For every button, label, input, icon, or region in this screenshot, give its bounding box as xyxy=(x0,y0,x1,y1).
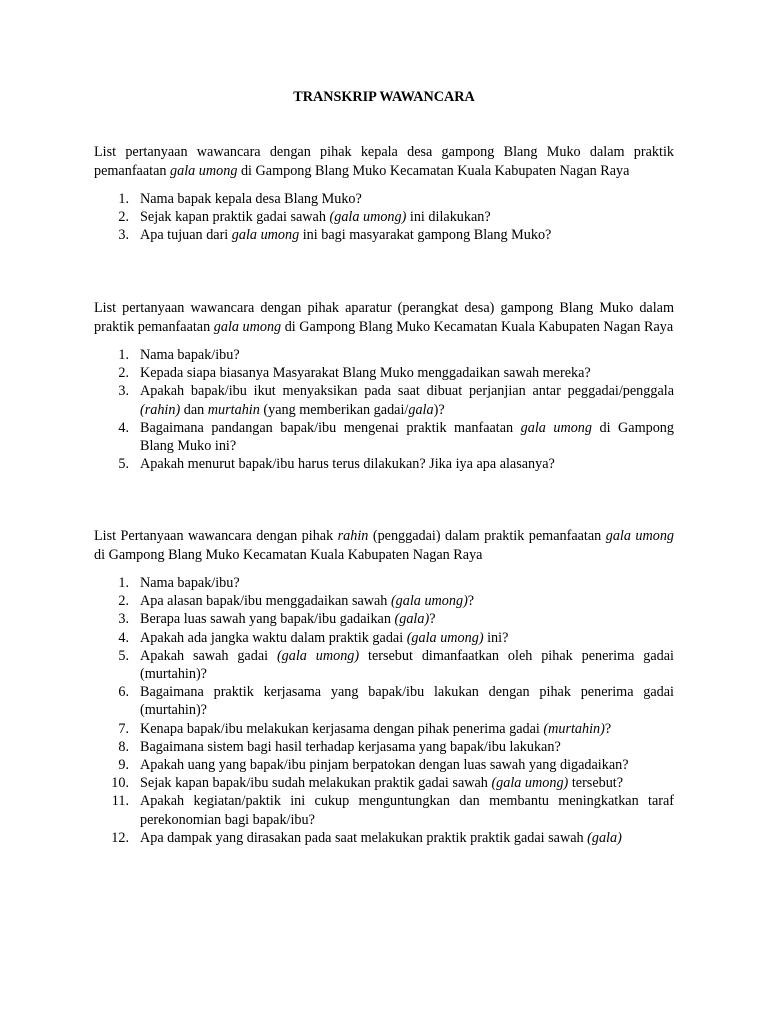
question-item: 4. Apakah ada jangka waktu dalam praktik gadai (gala umong) ini? xyxy=(118,629,509,646)
question-item: 5. Apakah menurut bapak/ibu harus terus dilakukan? Jika iya apa alasanya? xyxy=(118,456,555,473)
question-item: 2. Apa alasan bapak/ibu menggadaikan sawah (gala umong)? xyxy=(118,593,475,610)
section-rahin xyxy=(94,527,674,847)
question-list xyxy=(94,190,674,245)
question-list xyxy=(94,574,674,847)
question-item: 1. Nama bapak kepala desa Blang Muko? xyxy=(118,191,362,207)
question-item: 12. Apa dampak yang dirasakan pada saat melakukan praktik praktik gadai sawah (gala) xyxy=(111,829,622,846)
document-title: TRANSKRIP WAWANCARA xyxy=(293,89,475,105)
question-item: 1. Nama bapak/ibu? xyxy=(118,347,240,363)
question-item: 6. Bagaimana praktik kerjasama yang bapak/ibu lakukan dengan pihak penerima gadai (murtahin)? xyxy=(118,684,674,719)
question-item: 3. Berapa luas sawah yang bapak/ibu gadaikan (gala)? xyxy=(118,611,436,628)
question-item: 1. Nama bapak/ibu? xyxy=(118,575,240,591)
question-item: 9. Apakah uang yang bapak/ibu pinjam berpatokan dengan luas sawah yang digadaikan? xyxy=(118,757,629,774)
section-intro: List Pertanyaan wawancara dengan pihak rahin (penggadai) dalam praktik pemanfaatan gala umong di Gampong Blang Muko Kecamatan Kuala Kabupaten Nagan Raya xyxy=(94,528,675,563)
question-item: 4. Bagaimana pandangan bapak/ibu mengenai praktik manfaatan gala umong di Gampong Blang Muko ini? xyxy=(118,419,674,455)
question-list xyxy=(94,346,674,473)
section-kepala-desa xyxy=(94,143,674,245)
question-item: 5. Apakah sawah gadai (gala umong) tersebut dimanfaatkan oleh pihak penerima gadai (murtahin)? xyxy=(118,647,674,683)
question-item: 3. Apa tujuan dari gala umong ini bagi masyarakat gampong Blang Muko? xyxy=(118,227,552,244)
question-item: 8. Bagaimana sistem bagi hasil terhadap kerjasama yang bapak/ibu lakukan? xyxy=(118,738,561,755)
section-aparatur xyxy=(94,299,674,473)
question-item: 7. Kenapa bapak/ibu melakukan kerjasama dengan pihak penerima gadai (murtahin)? xyxy=(118,720,612,737)
question-item: 2. Sejak kapan praktik gadai sawah (gala umong) ini dilakukan? xyxy=(118,209,491,226)
question-item: 10. Sejak kapan bapak/ibu sudah melakukan praktik gadai sawah (gala umong) tersebut? xyxy=(111,775,624,792)
section-intro: List pertanyaan wawancara dengan pihak kepala desa gampong Blang Muko dalam praktik pemanfaatan gala umong di Gampong Blang Muko Kecamatan Kuala Kabupaten Nagan Raya xyxy=(94,144,674,179)
question-item: 2. Kepada siapa biasanya Masyarakat Blang Muko menggadaikan sawah mereka? xyxy=(118,365,591,382)
question-item: 11. Apakah kegiatan/paktik ini cukup menguntungkan dan membantu meningkatkan taraf perekonomian bagi bapak/ibu? xyxy=(111,793,674,828)
question-item: 3. Apakah bapak/ibu ikut menyaksikan pada saat dibuat perjanjian antar peggadai/penggala (rahin) dan murtahin (yang memberikan gadai/gala)? xyxy=(118,383,674,418)
section-intro: List pertanyaan wawancara dengan pihak aparatur (perangkat desa) gampong Blang Muko dalam praktik pemanfaatan gala umong di Gampong Blang Muko Kecamatan Kuala Kabupaten Nagan Raya xyxy=(94,300,674,335)
